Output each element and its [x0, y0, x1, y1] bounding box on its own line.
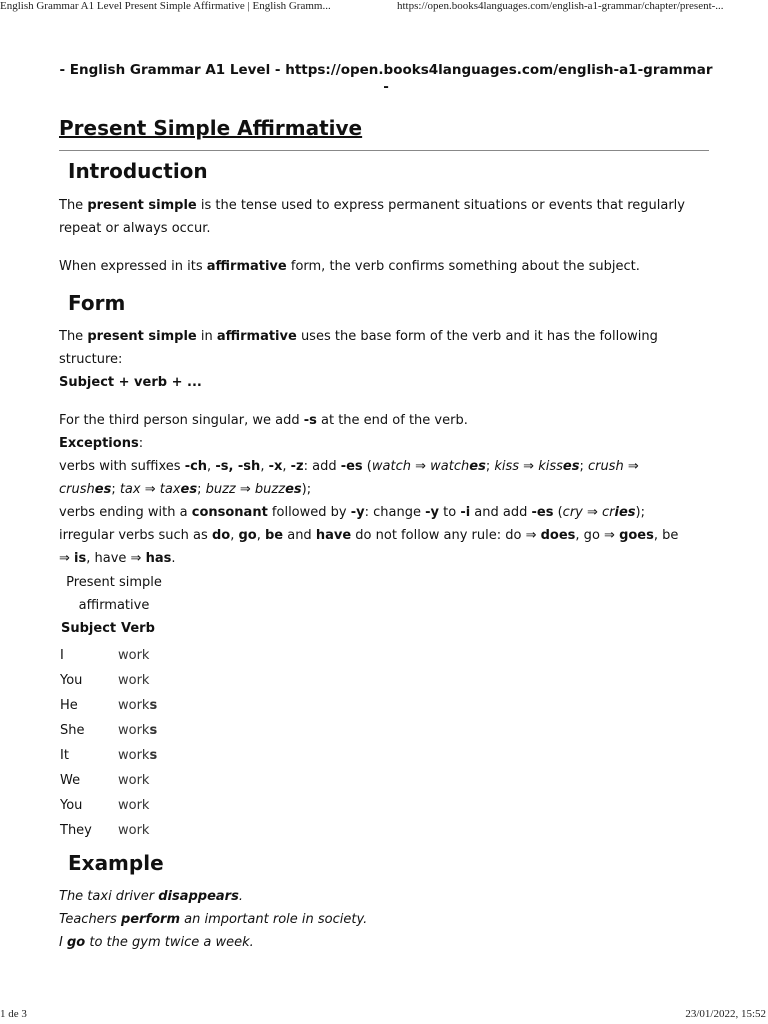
introduction-paragraph-1: The present simple is the tense used to express permanent situations or events that regularly repeat or always occur. — [59, 198, 685, 236]
table-row: I work — [60, 648, 150, 663]
example-sentence-3: I go to the gym twice a week. — [59, 935, 254, 950]
form-rules — [59, 409, 714, 570]
table-row: We work — [60, 773, 150, 788]
consonant-rule: verbs ending with a consonant followed by -y: change -y to -i and add -es (cry ⇒ cries); — [59, 505, 645, 520]
print-footer — [0, 1008, 768, 1024]
print-page-title: English Grammar A1 Level Present Simple Affirmative | English Gramm... — [0, 0, 331, 12]
example-sentences — [59, 885, 714, 954]
suffix-rule-line-2: crushes; tax ⇒ taxes; buzz ⇒ buzzes); — [59, 482, 312, 497]
form-paragraph: The present simple in affirmative uses the base form of the verb and it has the following structure: Subject + verb + ... — [59, 329, 658, 390]
print-page-url: https://open.books4languages.com/english-a1-grammar/chapter/present-... — [397, 0, 724, 12]
introduction-heading: Introduction — [68, 159, 208, 183]
table-row: You work — [60, 673, 150, 688]
book-header-line: - English Grammar A1 Level - https://open.books4languages.com/english-a1-grammar — [59, 62, 713, 78]
table-caption-line-1: Present simple — [66, 575, 162, 590]
suffix-rule-line-1: verbs with suffixes -ch, -s, -sh, -x, -z: add -es (watch ⇒ watches; kiss ⇒ kisses; crush ⇒ — [59, 459, 639, 474]
example-sentence-1: The taxi driver disappears. — [59, 889, 243, 904]
irregular-rule-line-1: irregular verbs such as do, go, be and have do not follow any rule: do ⇒ does, go ⇒ goes, be — [59, 528, 679, 543]
table-row: She works — [60, 723, 158, 738]
print-header — [0, 0, 768, 16]
structure-formula: Subject + verb + ... — [59, 375, 202, 390]
page-title: Present Simple Affirmative — [59, 116, 363, 140]
table-row: It works — [60, 748, 158, 763]
irregular-rule-line-2: ⇒ is, have ⇒ has. — [59, 551, 176, 566]
table-row: He works — [60, 698, 158, 713]
exceptions-label: Exceptions: — [59, 436, 144, 451]
title-divider — [59, 150, 709, 151]
example-heading: Example — [68, 851, 164, 875]
column-header-subject: Subject — [61, 621, 117, 636]
column-header-verb: Verb — [121, 621, 155, 636]
third-person-rule: For the third person singular, we add -s at the end of the verb. — [59, 413, 468, 428]
table-row: They work — [60, 823, 150, 838]
table-row: You work — [60, 798, 150, 813]
introduction-paragraph-2: When expressed in its affirmative form, the verb confirms something about the subject. — [59, 259, 640, 274]
page-number: 1 de 3 — [0, 1008, 27, 1020]
book-header-dash: - — [383, 79, 389, 95]
example-sentence-2: Teachers perform an important role in society. — [59, 912, 368, 927]
book-header — [56, 62, 716, 96]
table-caption-line-2: affirmative — [78, 598, 150, 613]
form-heading: Form — [68, 291, 126, 315]
print-timestamp: 23/01/2022, 15:52 — [685, 1008, 766, 1020]
